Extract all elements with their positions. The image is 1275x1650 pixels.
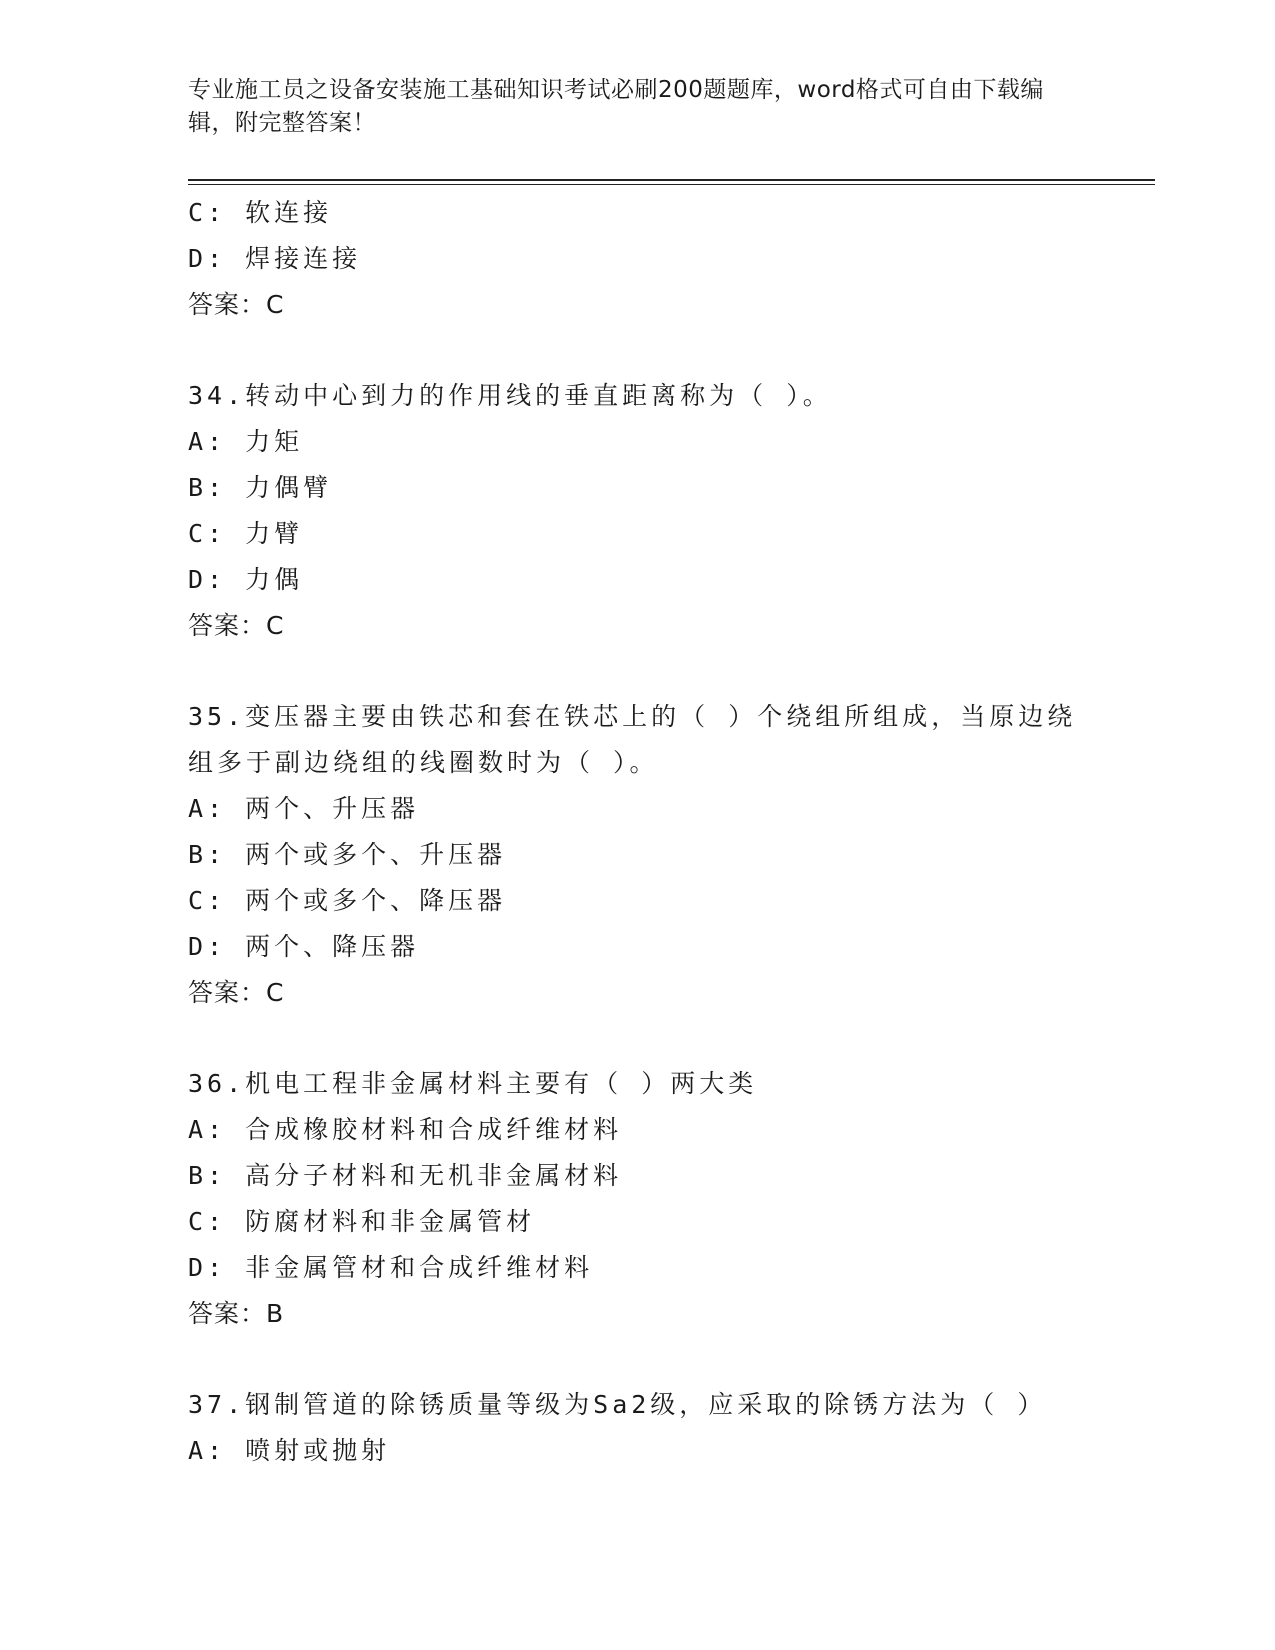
question-stem: 37.钢制管道的除锈质量等级为Sa2级，应采取的除锈方法为（ ） (188, 1390, 1047, 1419)
question-list (188, 190, 1088, 1474)
option-c: C: 防腐材料和非金属管材 (188, 1207, 536, 1236)
question-36 (188, 1061, 1088, 1337)
option-c: C: 两个或多个、降压器 (188, 886, 507, 915)
option-b: B: 两个或多个、升压器 (188, 840, 507, 869)
option-d: D: 焊接连接 (188, 244, 362, 273)
question-35 (188, 694, 1088, 1016)
option-b: B: 力偶臂 (188, 473, 333, 502)
option-a: A: 力矩 (188, 427, 304, 456)
option-b: B: 高分子材料和无机非金属材料 (188, 1161, 623, 1190)
option-a: A: 合成橡胶材料和合成纤维材料 (188, 1115, 623, 1144)
question-34 (188, 373, 1088, 649)
question-stem: 35.变压器主要由铁芯和套在铁芯上的（ ）个绕组所组成，当原边绕组多于副边绕组的线圈数时为（ ）。 (188, 702, 1077, 777)
question-stem: 34.转动中心到力的作用线的垂直距离称为（ ）。 (188, 381, 832, 410)
question-37 (188, 1382, 1088, 1474)
option-d: D: 非金属管材和合成纤维材料 (188, 1253, 594, 1282)
document-header (188, 74, 1088, 140)
option-c: C: 力臂 (188, 519, 304, 548)
answer-line: 答案：C (188, 611, 285, 640)
option-a: A: 喷射或抛射 (188, 1436, 391, 1465)
header-title: 专业施工员之设备安装施工基础知识考试必刷200题题库，word格式可自由下载编辑，附完整答案！ (188, 77, 1044, 136)
answer-line: 答案：C (188, 978, 285, 1007)
answer-line: 答案：B (188, 1299, 285, 1328)
question-continuation (188, 190, 1088, 328)
question-stem: 36.机电工程非金属材料主要有（ ）两大类 (188, 1069, 758, 1098)
option-d: D: 力偶 (188, 565, 304, 594)
option-c: C: 软连接 (188, 198, 333, 227)
answer-line: 答案：C (188, 290, 285, 319)
option-a: A: 两个、升压器 (188, 794, 420, 823)
header-divider-thin (188, 184, 1155, 185)
option-d: D: 两个、降压器 (188, 932, 420, 961)
header-divider-thick (188, 179, 1155, 181)
